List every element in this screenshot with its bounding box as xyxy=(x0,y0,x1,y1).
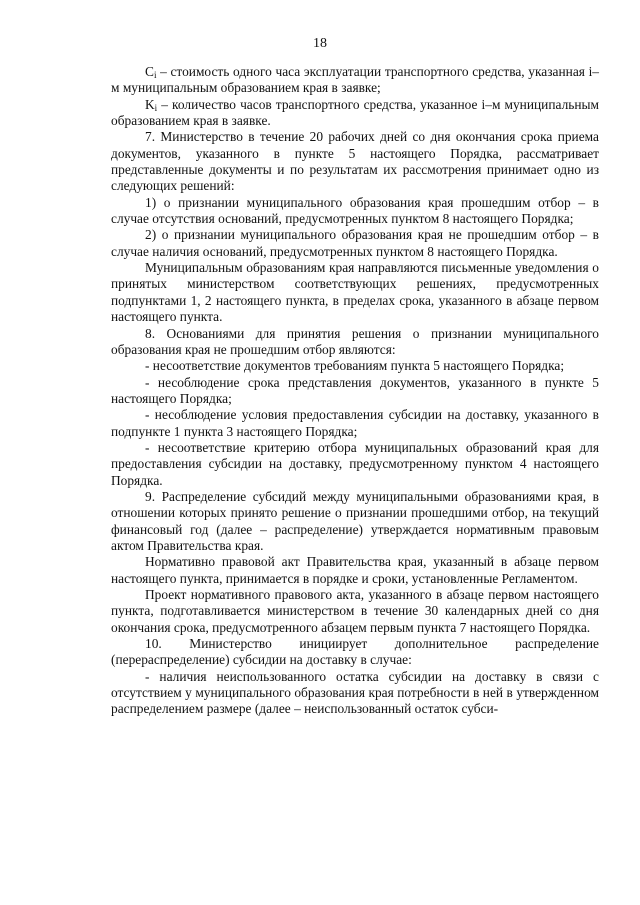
paragraph-text: 8. Основаниями для принятия решения о признании муниципального образования края не прошедшим отбор являются: xyxy=(111,325,599,357)
paragraph xyxy=(111,669,599,718)
page-number: 18 xyxy=(313,36,327,51)
paragraph-text: 7. Министерство в течение 20 рабочих дней со дня окончания срока приема документов, указанного в пункте 5 настоящего Порядка, рассматривает представленные документы и по результатам их рассмотрения принимает одно из следующих решений: xyxy=(111,129,599,194)
paragraph xyxy=(111,260,599,325)
paragraph xyxy=(111,227,599,260)
formula-subscript: i xyxy=(154,102,158,113)
paragraph-text: 10. Министерство инициирует дополнительное распределение (перераспределение) субсидии на доставку в случае: xyxy=(111,636,599,668)
paragraph-text: – стоимость одного часа эксплуатации транспортного средства, указанная i–м муниципальным образованием края в заявке; xyxy=(111,64,599,96)
formula-subscript: i xyxy=(153,70,157,80)
paragraph xyxy=(111,129,599,194)
paragraph xyxy=(111,407,599,440)
paragraph-text: - наличия неиспользованного остатка субсидии на доставку в связи с отсутствием у муниципального образования края потребности в ней в утвержденном распределением размере (далее – неиспользованный остаток субси- xyxy=(111,668,599,717)
paragraph xyxy=(111,489,599,554)
formula-variable: C xyxy=(145,64,154,79)
document-body xyxy=(111,64,599,718)
paragraph xyxy=(111,440,599,489)
paragraph xyxy=(111,554,599,587)
paragraph-text: – количество часов транспортного средства, указанное i–м муниципальным образованием края в заявке. xyxy=(111,96,599,129)
paragraph xyxy=(111,587,599,636)
paragraph xyxy=(111,64,599,97)
paragraph xyxy=(111,97,599,130)
paragraph xyxy=(111,326,599,359)
paragraph xyxy=(111,375,599,408)
paragraph xyxy=(111,195,599,228)
paragraph-text: Муниципальным образованиям края направляются письменные уведомления о принятых министерством соответствующих решениях, предусмотренных подпунктами 1, 2 настоящего пункта, в пределах срока, указанного в абзаце первом настоящего пункта. xyxy=(111,260,599,325)
paragraph-text: Проект нормативного правового акта, указанного в абзаце первом настоящего пункта, подготавливается министерством в течение 30 календарных дней со дня окончания срока, предусмотренного абзацем первым пункта 7 настоящего Порядка. xyxy=(111,587,599,635)
paragraph-text: - несоответствие документов требованиям пункта 5 настоящего Порядка; xyxy=(145,358,565,374)
paragraph-text: - несоблюдение условия предоставления субсидии на доставку, указанного в подпункте 1 пункта 3 настоящего Порядка; xyxy=(111,407,599,439)
paragraph xyxy=(111,358,599,374)
paragraph-text: - несоответствие критерию отбора муниципальных образований края для предоставления субсидии на доставку, предусмотренному пунктом 4 настоящего Порядка. xyxy=(111,439,599,488)
paragraph-text: 9. Распределение субсидий между муниципальными образованиями края, в отношении которых принято решение о признании прошедшими отбор, на текущий финансовый год (далее – распределение) утверждается нормативным правовым актом Правительства края. xyxy=(111,488,599,553)
formula-variable: K xyxy=(145,96,155,112)
paragraph-text: Нормативно правовой акт Правительства края, указанный в абзаце первом настоящего пункта, принимается в порядке и сроки, установленные Регламентом. xyxy=(111,554,599,586)
paragraph xyxy=(111,636,599,669)
paragraph-text: - несоблюдение срока представления документов, указанного в пункте 5 настоящего Порядка; xyxy=(111,374,599,406)
paragraph-text: 2) о признании муниципального образования края не прошедшим отбор – в случае наличия оснований, предусмотренных пунктом 8 настоящего Порядка. xyxy=(111,227,599,259)
paragraph-text: 1) о признании муниципального образования края прошедшим отбор – в случае отсутствия оснований, предусмотренных пунктом 8 настоящего Порядка; xyxy=(111,194,599,227)
